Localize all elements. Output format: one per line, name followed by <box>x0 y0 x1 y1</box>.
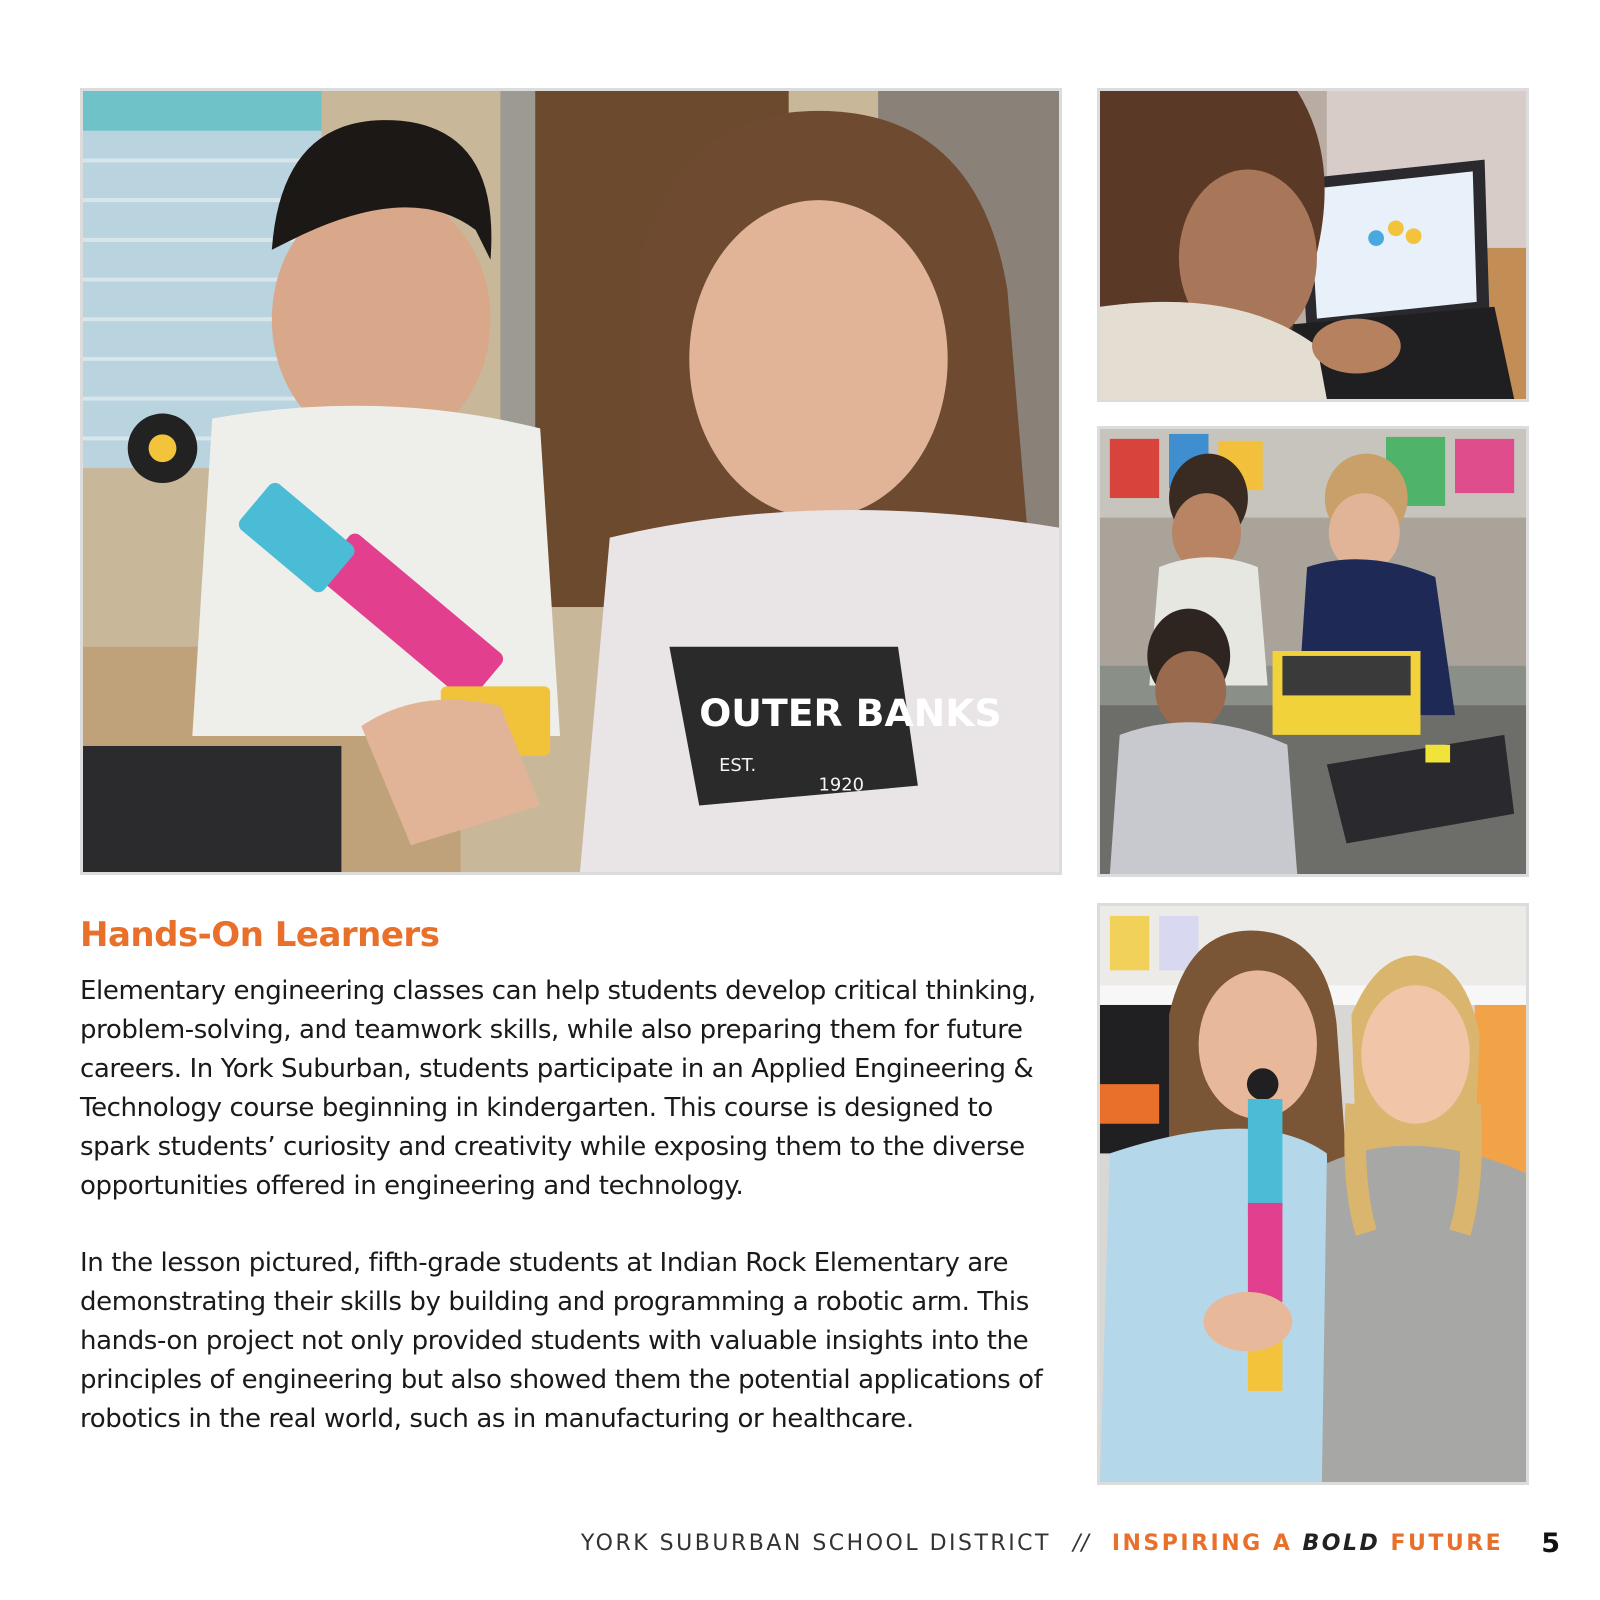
page-number: 5 <box>1541 1527 1560 1559</box>
footer-tagline <box>1112 1531 1503 1556</box>
photo-two-girls-robot-arm <box>1097 903 1529 1485</box>
footer-district-name: YORK SUBURBAN SCHOOL DISTRICT <box>580 1530 1051 1556</box>
page-footer <box>581 1525 1560 1561</box>
shirt-est-text: EST. <box>719 754 757 776</box>
article-paragraph-1: Elementary engineering classes can help students develop critical thinking, problem-solving, and teamwork skills, while also preparing them for future careers. In York Suburban, students participate in an Applied Engineering & Technology course beginning in kindergarten. This course is designed to spark students’ curiosity and creativity while exposing them to the diverse opportunities offered in engineering and technology. <box>80 976 1036 1201</box>
photo-student-laptop <box>1097 88 1529 402</box>
footer-tagline-start: INSPIRING A <box>1111 1530 1293 1556</box>
photo-student-laptop-illustration <box>1100 91 1526 399</box>
article-heading: Hands-On Learners <box>80 915 440 955</box>
shirt-year-text: 1920 <box>818 774 864 796</box>
photo-students-group-building-illustration <box>1100 429 1526 874</box>
photo-students-group-building <box>1097 426 1529 877</box>
shirt-text: OUTER BANKS <box>699 691 1002 736</box>
footer-tagline-end: FUTURE <box>1390 1530 1504 1556</box>
article-paragraph-2: In the lesson pictured, fifth-grade students at Indian Rock Elementary are demonstrating their skills by building and programming a robotic arm. This hands-on project not only provided students with valuable insights into the principles of engineering but also showed them the potential applications of robotics in the real world, such as in manufacturing or healthcare. <box>80 1248 1043 1434</box>
footer-separator: // <box>1072 1530 1090 1556</box>
footer-tagline-bold: BOLD <box>1302 1530 1381 1556</box>
photo-students-robotic-arm-illustration <box>83 91 1059 872</box>
photo-students-robotic-arm <box>80 88 1062 875</box>
photo-two-girls-robot-arm-illustration <box>1100 906 1526 1482</box>
